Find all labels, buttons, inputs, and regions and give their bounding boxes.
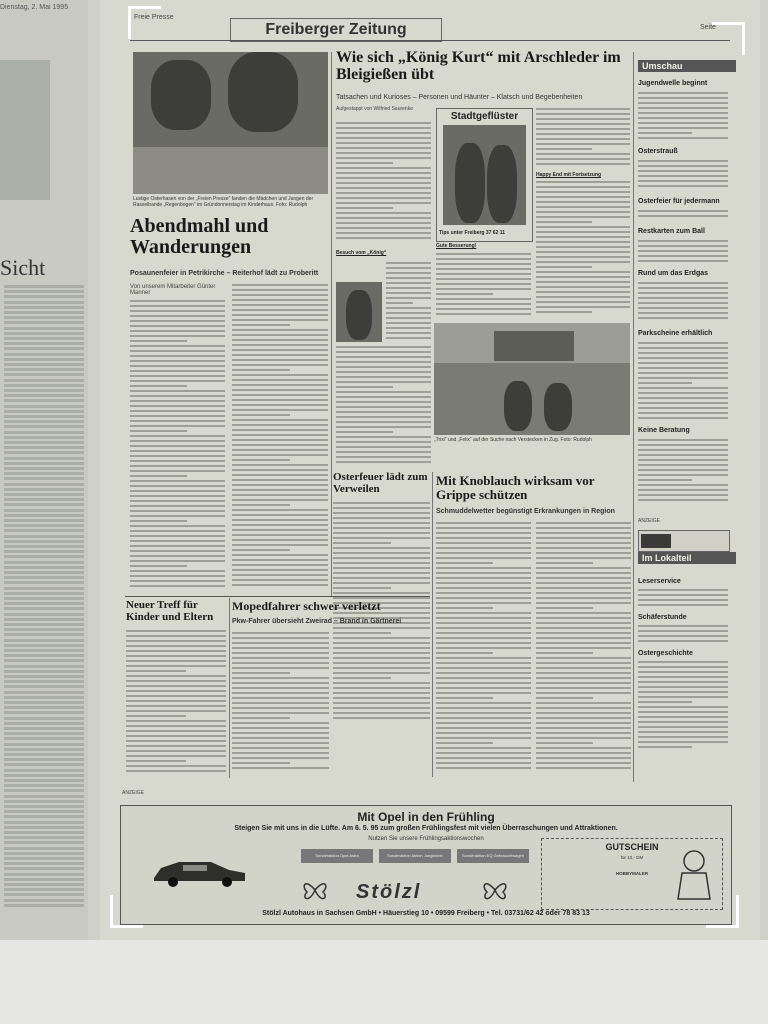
text-line (4, 685, 84, 688)
text-line (4, 758, 84, 761)
koenig-byline: Aufgestappt von Wilfried Saurenke (336, 106, 413, 112)
text-line (4, 737, 84, 740)
text-line (4, 623, 84, 626)
koenig-label-besuch: Besuch vom „König“ (336, 250, 387, 256)
text-line (4, 509, 84, 512)
text-line (4, 815, 84, 818)
text-line (4, 789, 84, 792)
text-line (4, 613, 84, 616)
text-column (436, 522, 531, 772)
text-line (4, 332, 84, 335)
text-line (4, 540, 84, 543)
text-column (638, 92, 728, 144)
scan-frame-corner (712, 22, 745, 55)
koenig-label-happy-end: Happy End mit Fortsetzung (536, 172, 601, 178)
text-line (4, 607, 84, 610)
text-line (4, 893, 84, 896)
text-line (4, 472, 84, 475)
text-line (4, 665, 84, 668)
text-column (536, 522, 631, 772)
text-line (4, 763, 84, 766)
text-line (4, 337, 84, 340)
text-column (130, 300, 225, 590)
text-line (4, 753, 84, 756)
ad-offer: Sonderaktion EQ Gebrauchtwagen (457, 849, 529, 863)
main-headline: Abendmahl und Wanderungen (130, 215, 269, 258)
grippe-subline: Schmuddelwetter begünstigt Erkrankungen in Region (436, 508, 615, 515)
text-line (4, 888, 84, 891)
text-line (4, 498, 84, 501)
mascot-icon (672, 847, 716, 903)
koenig-headline: Wie sich „König Kurt“ mit Arschleder im Bleigießen übt (336, 49, 621, 83)
section-label: Freie Presse (134, 14, 174, 21)
ad-title: Mit Opel in den Frühling (357, 810, 495, 824)
car-icon (149, 854, 249, 888)
umschau-item-title: Parkscheine erhältlich (638, 330, 713, 337)
text-line (4, 561, 84, 564)
text-line (4, 576, 84, 579)
opel-advertisement (120, 805, 732, 925)
text-line (4, 399, 84, 402)
text-line (4, 420, 84, 423)
ad-offer: Sonderaktion Aktion Jungfahrer (379, 849, 451, 863)
text-line (4, 467, 84, 470)
text-line (4, 587, 84, 590)
photo-figures (434, 323, 630, 435)
text-line (4, 628, 84, 631)
text-line (4, 373, 84, 376)
text-line (4, 769, 84, 772)
text-line (4, 342, 84, 345)
umschau-item-title: Jugendwelle beginnt (638, 80, 708, 87)
stadtgefluester-box (436, 108, 533, 242)
text-line (4, 477, 84, 480)
umschau-item-title: Rund um das Erdgas (638, 270, 709, 277)
text-line (4, 358, 84, 361)
grippe-headline: Mit Knoblauch wirksam vor Grippe schützen (436, 473, 595, 502)
left-page-cartoon (0, 60, 50, 200)
text-column (336, 346, 431, 466)
text-line (4, 795, 84, 798)
text-line (4, 826, 84, 829)
osterfeuer-headline: Osterfeuer lädt zum Verweilen (333, 471, 428, 495)
text-column (638, 439, 728, 508)
text-line (4, 717, 84, 720)
koenig-subline: Tatsachen und Kurioses – Personen und Häunter – Klatsch und Begebenheiten (336, 94, 583, 101)
umschau-header: Umschau (638, 60, 736, 72)
main-subline: Posaunenfeier in Petrikirche – Reiterhof lädt zu Proberitt (130, 270, 319, 277)
text-line (4, 862, 84, 865)
photo-couple (443, 125, 526, 225)
text-line (4, 285, 84, 288)
page-number: Seite (700, 24, 716, 31)
text-line (4, 659, 84, 662)
umschau-item-title: Osterstrauß (638, 148, 678, 155)
text-line (4, 857, 84, 860)
text-line (4, 696, 84, 699)
text-line (4, 883, 84, 886)
text-line (4, 878, 84, 881)
lokalteil-header: Im Lokalteil (638, 552, 736, 564)
text-line (4, 701, 84, 704)
text-line (4, 779, 84, 782)
moped-headline: Mopedfahrer schwer verletzt (232, 599, 381, 613)
column-rule (432, 472, 433, 777)
text-line (4, 691, 84, 694)
text-line (4, 904, 84, 907)
coupon-line: HOBBYMALER (615, 871, 649, 876)
scan-frame-corner (128, 6, 161, 39)
umschau-item-title: Keine Beratung (638, 427, 690, 434)
text-line (4, 457, 84, 460)
text-line (4, 415, 84, 418)
photo-portrait (336, 282, 382, 342)
koenig-label-besserung: Gute Besserung! (436, 243, 477, 249)
text-line (4, 524, 84, 527)
lokalteil-item-title: Schäferstunde (638, 614, 687, 621)
text-column (126, 630, 226, 775)
text-line (4, 680, 84, 683)
text-line (4, 488, 84, 491)
text-line (4, 670, 84, 673)
text-line (4, 347, 84, 350)
text-line (4, 581, 84, 584)
text-line (4, 633, 84, 636)
text-line (4, 353, 84, 356)
text-line (4, 555, 84, 558)
text-column (336, 122, 431, 242)
text-line (4, 483, 84, 486)
ad-tagline: Steigen Sie mit uns in die Lüfte. Am 6. 5. 95 zum großen Frühlingsfest mit vielen Überraschungen und Attraktionen. (234, 825, 618, 832)
main-byline: Von unserem Mitarbeiter Günter Manner (130, 284, 216, 296)
text-column (536, 108, 630, 168)
header-rule (130, 40, 730, 41)
text-column (638, 625, 728, 645)
moped-subline: Pkw-Fahrer übersieht Zweirad – Brand in Gärtnerei (232, 618, 402, 625)
sidebar-ad-logo (641, 534, 671, 548)
text-line (4, 545, 84, 548)
text-line (4, 550, 84, 553)
ad-label: ANZEIGE (122, 790, 144, 796)
masthead: Freiberger Zeitung (230, 18, 442, 42)
stadtgefluester-title: Stadtgeflüster (450, 111, 519, 122)
left-page-heading: Sicht (0, 255, 46, 280)
photo-caption: Lustige Osterhasen von der „Freien Presse“ fanden die Mädchen und Jungen der Rasselbande „Regenbogen“ im Gründonnerstag im Kinderhaus. Foto: Rudolph (133, 196, 314, 208)
text-line (4, 290, 84, 293)
treff-headline: Neuer Treff für Kinder und Eltern (126, 599, 214, 623)
text-line (4, 514, 84, 517)
text-line (4, 774, 84, 777)
left-page-date: Dienstag, 2. Mai 1995 (0, 4, 69, 11)
text-line (4, 821, 84, 824)
column-rule (633, 52, 634, 782)
text-line (4, 841, 84, 844)
text-line (4, 301, 84, 304)
text-column (386, 262, 431, 342)
sidebar-ad (638, 530, 730, 552)
text-line (4, 410, 84, 413)
stadtgefluester-tip: Tips unter Freiberg 37 62 11 (439, 230, 506, 236)
umschau-item-title: Osterfeier für jedermann (638, 198, 720, 205)
text-line (4, 727, 84, 730)
text-line (4, 441, 84, 444)
text-line (4, 384, 84, 387)
text-line (4, 321, 84, 324)
text-line (4, 436, 84, 439)
text-line (4, 711, 84, 714)
text-line (4, 649, 84, 652)
text-column (638, 240, 728, 266)
text-column (232, 284, 328, 590)
coupon-line: für 10,- DM (620, 855, 644, 860)
coupon-title: GUTSCHEIN (605, 842, 659, 852)
text-line (4, 743, 84, 746)
text-column (536, 181, 630, 316)
ad-subline: Nutzen Sie unsere Frühlingsaktionswochen (368, 836, 484, 842)
text-line (4, 316, 84, 319)
text-line (4, 379, 84, 382)
text-column (638, 589, 728, 609)
text-line (4, 535, 84, 538)
butterfly-icon (481, 876, 509, 904)
text-line (4, 405, 84, 408)
text-line (4, 644, 84, 647)
adjacent-page (0, 0, 88, 940)
text-line (4, 847, 84, 850)
text-line (4, 394, 84, 397)
text-column (638, 661, 728, 751)
text-line (4, 748, 84, 751)
text-line (4, 784, 84, 787)
text-line (4, 503, 84, 506)
text-line (4, 571, 84, 574)
text-line (4, 389, 84, 392)
text-line (4, 805, 84, 808)
umschau-item-title: Restkarten zum Ball (638, 228, 705, 235)
sidebar-ad-label: ANZEIGE (638, 518, 660, 524)
text-line (4, 654, 84, 657)
text-line (4, 566, 84, 569)
photo-right-caption: „Trixi“ und „Felix“ auf der Suche nach Verstecken in Zug. Foto: Rudolph (434, 437, 592, 443)
text-line (4, 852, 84, 855)
text-line (4, 732, 84, 735)
photo-children (133, 52, 328, 194)
text-line (4, 810, 84, 813)
ad-footer: Stölzl Autohaus in Sachsen GmbH • Häuerstieg 10 • 09599 Freiberg • Tel. 03731/62 42 oder 78 83 13 (262, 910, 590, 917)
text-line (4, 451, 84, 454)
text-line (4, 519, 84, 522)
text-line (4, 873, 84, 876)
coupon (541, 838, 723, 910)
ad-brand-logo: Stölzl (356, 881, 422, 903)
text-line (4, 618, 84, 621)
text-line (4, 675, 84, 678)
text-line (4, 306, 84, 309)
text-column (638, 342, 728, 423)
text-line (4, 529, 84, 532)
text-column (232, 632, 329, 772)
text-line (4, 706, 84, 709)
text-line (4, 602, 84, 605)
text-line (4, 899, 84, 902)
text-line (4, 431, 84, 434)
text-line (4, 867, 84, 870)
table-surface (0, 940, 768, 1024)
section-rule (125, 596, 430, 597)
text-column (436, 253, 531, 318)
lokalteil-item-title: Leserservice (638, 578, 681, 585)
lokalteil-item-title: Ostergeschichte (638, 650, 693, 657)
text-line (4, 311, 84, 314)
text-line (4, 368, 84, 371)
text-column (638, 282, 728, 326)
column-rule (229, 598, 230, 778)
text-line (4, 363, 84, 366)
text-line (4, 327, 84, 330)
text-line (4, 462, 84, 465)
text-line (4, 597, 84, 600)
text-line (4, 425, 84, 428)
text-line (4, 831, 84, 834)
text-line (4, 493, 84, 496)
ad-offer: Sonderaktion Opel Astra (301, 849, 373, 863)
butterfly-icon (301, 876, 329, 904)
text-line (4, 295, 84, 298)
column-rule (331, 52, 332, 597)
text-line (4, 592, 84, 595)
text-line (4, 446, 84, 449)
text-line (4, 836, 84, 839)
text-line (4, 639, 84, 642)
text-line (4, 800, 84, 803)
text-line (4, 722, 84, 725)
text-column (638, 210, 728, 224)
text-column (638, 160, 728, 194)
